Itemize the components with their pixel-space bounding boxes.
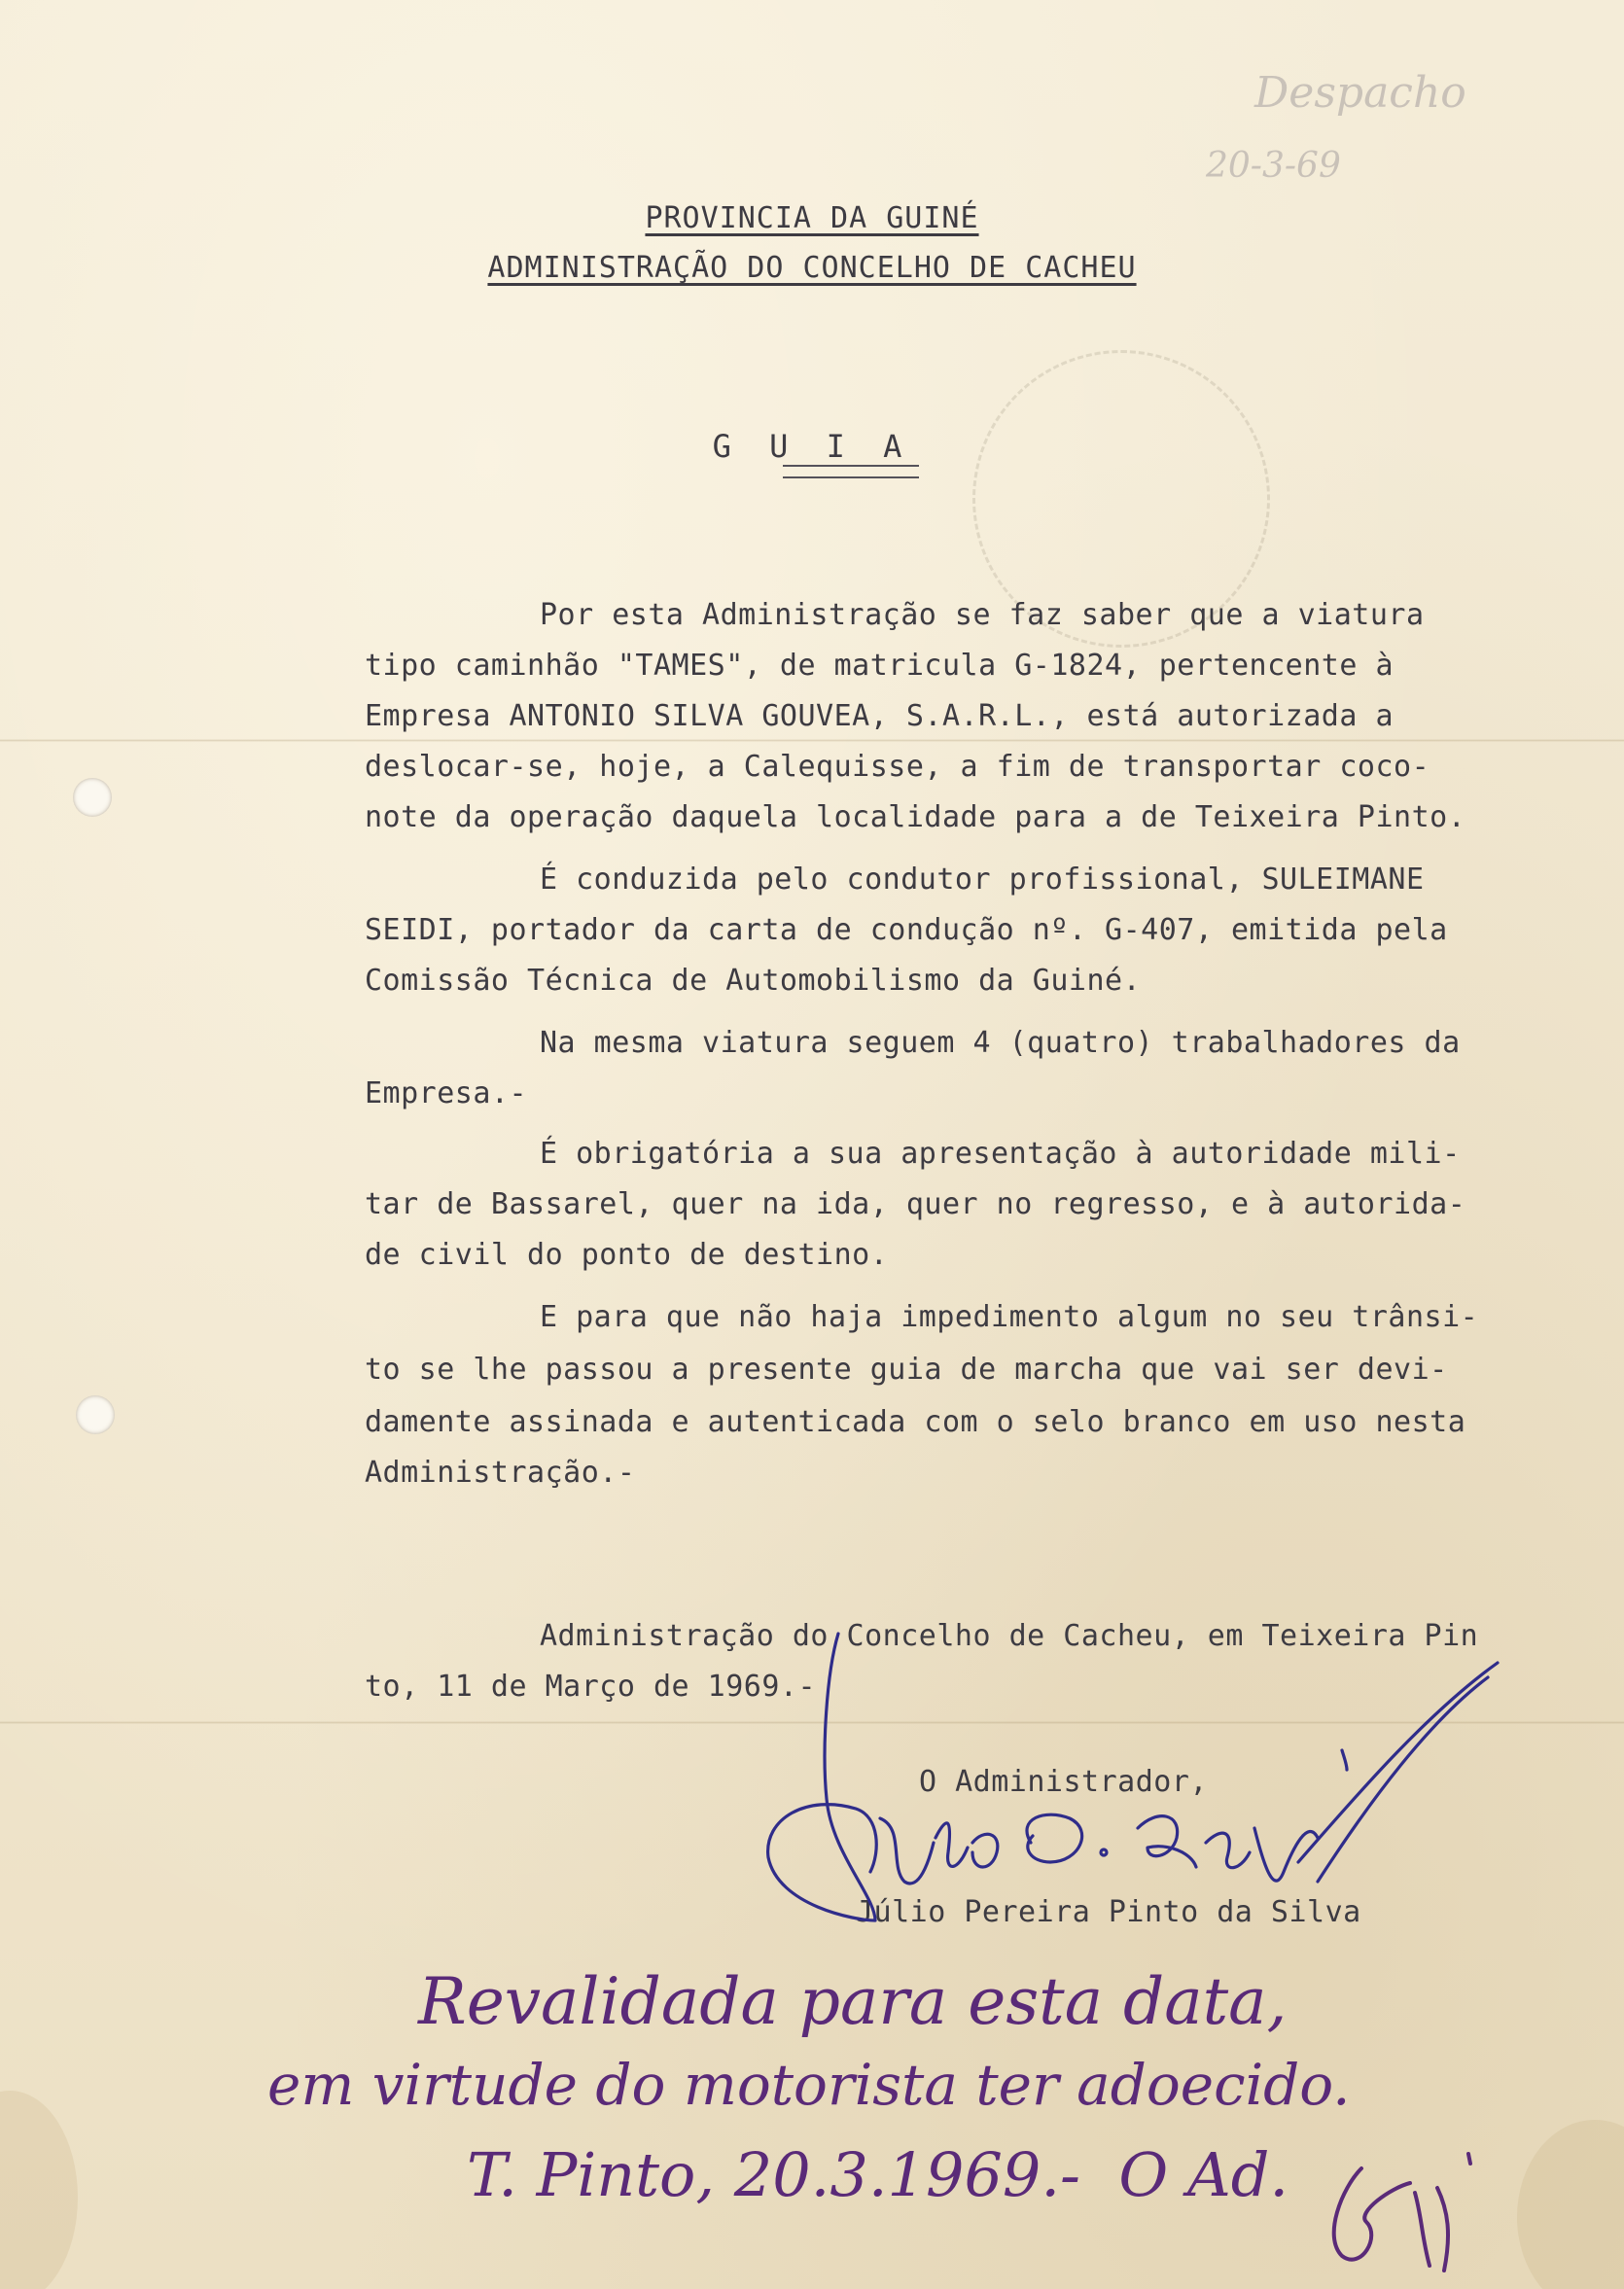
pencil-note-line: 20-3-69 [1206, 146, 1341, 186]
body-line: tipo caminhão "TAMES", de matricula G-1824, pertencente à [365, 649, 1395, 683]
body-line: SEIDI, portador da carta de condução nº. G-407, emitida pela [365, 913, 1448, 947]
header-province: PROVINCIA DA GUINÉ [645, 201, 979, 235]
body-line: Por esta Administração se faz saber que a viatura [540, 598, 1425, 632]
header-administration: ADMINISTRAÇÃO DO CONCELHO DE CACHEU [487, 251, 1137, 285]
body-line: to se lhe passou a presente guia de marcha que vai ser devi- [365, 1353, 1448, 1387]
body-line: tar de Bassarel, quer na ida, quer no regresso, e à autorida- [365, 1187, 1466, 1221]
body-line: de civil do ponto de destino. [365, 1238, 889, 1272]
body-line: Comissão Técnica de Automobilismo da Guiné. [365, 964, 1142, 998]
place-date-line: to, 11 de Março de 1969.- [365, 1670, 817, 1704]
place-date-line: Administração do Concelho de Cacheu, em Teixeira Pin [540, 1619, 1479, 1653]
body-line: note da operação daquela localidade para a de Teixeira Pinto. [365, 800, 1466, 834]
body-line: Na mesma viatura seguem 4 (quatro) trabalhadores da [540, 1026, 1461, 1060]
document-title: G U I A [712, 428, 912, 465]
body-line: É conduzida pelo condutor profissional, SULEIMANE [540, 863, 1425, 897]
body-line: Empresa ANTONIO SILVA GOUVEA, S.A.R.L., está autorizada a [365, 699, 1395, 733]
signatory-role: O Administrador, [919, 1765, 1208, 1799]
revalidation-note-line: T. Pinto, 20.3.1969.- O Ad. [467, 2139, 1289, 2210]
signatory-name: Júlio Pereira Pinto da Silva [856, 1895, 1361, 1929]
body-line: E para que não haja impedimento algum no seu trânsi- [540, 1300, 1479, 1334]
body-line: damente assinada e autenticada com o selo branco em uso nesta [365, 1405, 1466, 1439]
body-line: Empresa.- [365, 1076, 528, 1110]
body-line: É obrigatória a sua apresentação à autoridade mili- [540, 1137, 1461, 1171]
body-line: deslocar-se, hoje, a Calequisse, a fim de transportar coco- [365, 750, 1430, 784]
revalidation-note-line: Revalidada para esta data, [418, 1964, 1288, 2039]
pencil-note-line: Despacho [1254, 68, 1466, 118]
revalidation-note-line: em virtude do motorista ter adoecido. [267, 2052, 1351, 2118]
body-line: Administração.- [365, 1456, 636, 1490]
